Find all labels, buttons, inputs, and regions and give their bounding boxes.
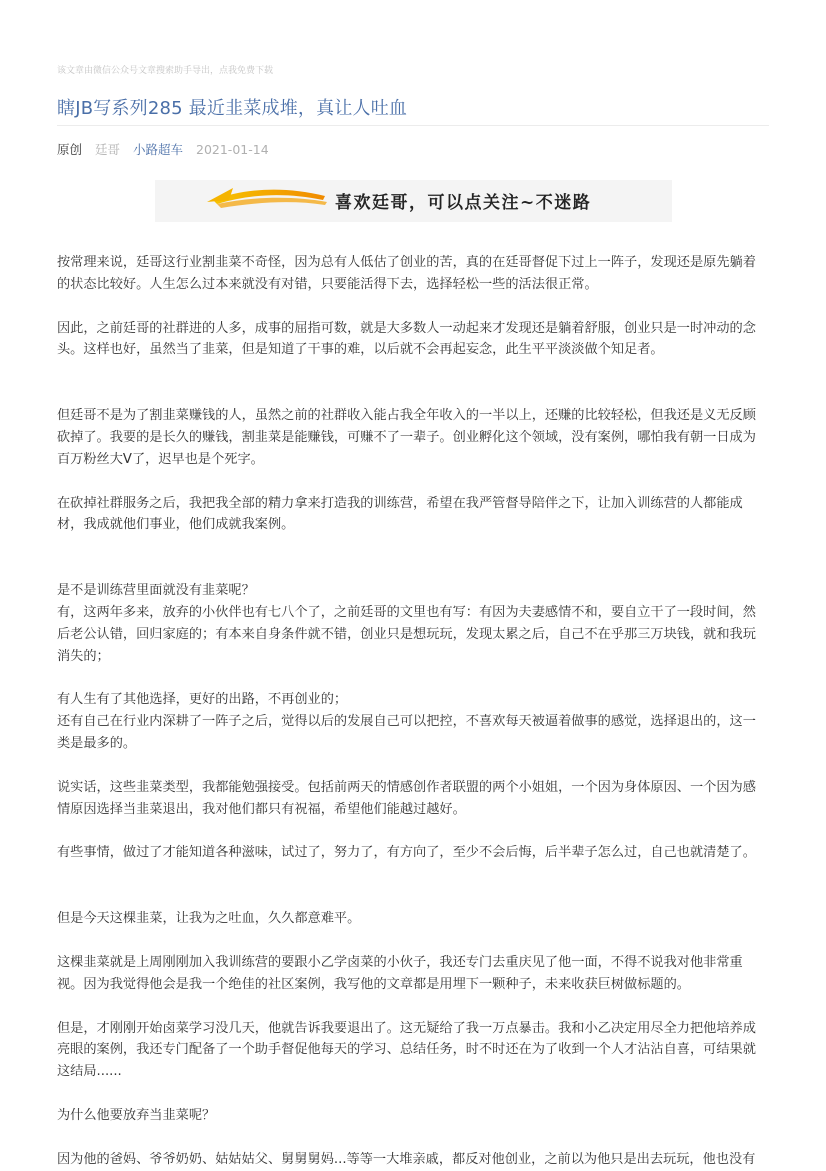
paragraph: 说实话，这些韭菜类型，我都能勉强接受。包括前两天的情感创作者联盟的两个小姐姐，一个因为身体原因、一个因为感情原因选择当韭菜退出，我对他们都只有祝福，希望他们能越过越好。 xyxy=(57,779,756,817)
account-link[interactable]: 小路超车 xyxy=(133,142,184,157)
banner-text: 喜欢廷哥，可以点关注~不迷路 xyxy=(335,193,592,213)
title-divider xyxy=(57,125,769,126)
paragraph: 在砍掉社群服务之后，我把我全部的精力拿来打造我的训练营，希望在我严管督导陪伴之下，让加入训练营的人都能成材，我成就他们事业，他们成就我案例。 xyxy=(57,495,743,533)
paragraph: 按常理来说，廷哥这行业割韭菜不奇怪，因为总有人低估了创业的苦，真的在廷哥督促下过上一阵子，发现还是原先躺着的状态比较好。人生怎么过本来就没有对错，只要能活得下去，选择轻松一些的活法很正常。 xyxy=(57,255,756,292)
paragraph: 因此，之前廷哥的社群进的人多，成事的屈指可数，就是大多数人一动起来才发现还是躺着舒服，创业只是一时冲动的念头。这样也好，虽然当了韭菜，但是知道了干事的难，以后就不会再起妄念，此生平平淡淡做个知足者。 xyxy=(57,320,756,358)
paragraph: 但廷哥不是为了割韭菜赚钱的人，虽然之前的社群收入能占我全年收入的一半以上，还赚的比较轻松，但我还是义无反顾砍掉了。我要的是长久的赚钱，割韭菜是能赚钱，可赚不了一辈子。创业孵化这个领域，没有案例，哪怕我有朝一日成为百万粉丝大V了，迟早也是个死字。 xyxy=(57,408,756,467)
follow-banner xyxy=(155,180,672,222)
article-title: 瞎JB写系列285 最近韭菜成堆，真让人吐血 xyxy=(57,98,408,119)
paragraph: 这棵韭菜就是上周刚刚加入我训练营的要跟小乙学卤菜的小伙子，我还专门去重庆见了他一面，不得不说我对他非常重视。因为我觉得他会是我一个绝佳的社区案例，我写他的文章都是用埋下一颗种子，未来收获巨树做标题的。 xyxy=(57,954,743,992)
paragraph: 为什么他要放弃当韭菜呢？ xyxy=(57,1107,216,1123)
article-body xyxy=(57,252,769,1171)
publish-date: 2021-01-14 xyxy=(196,142,269,157)
original-tag: 原创 xyxy=(57,142,83,157)
paragraph: 有些事情，做过了才能知道各种滋味，试过了，努力了，有方向了，至少不会后悔，后半辈子怎么过，自己也就清楚了。 xyxy=(57,845,756,861)
paragraph: 有人生有了其他选择，更好的出路，不再创业的； xyxy=(57,692,348,708)
paragraph: 但是今天这棵韭菜，让我为之吐血，久久都意难平。 xyxy=(57,911,361,927)
paragraph: 但是，才刚刚开始卤菜学习没几天，他就告诉我要退出了。这无疑给了我一万点暴击。我和小乙决定用尽全力把他培养成亮眼的案例，我还专门配备了一个助手督促他每天的学习、总结任务，时不时还在为了收到一个人才沾沾自喜，可结果就这结局...... xyxy=(57,1020,756,1080)
paragraph: 因为他的爸妈、爷爷奶奶、姑姑姑父、舅舅舅妈...等等一大堆亲戚，都反对他创业，之前以为他只是出去玩玩，他也没有 xyxy=(57,1151,756,1167)
paragraph: 有，这两年多来，放弃的小伙伴也有七八个了，之前廷哥的文里也有写：有因为夫妻感情不和，要自立干了一段时间，然后老公认错，回归家庭的；有本来自身条件就不错，创业只是想玩玩，发现太累之后，自己不在乎那三万块钱，就和我玩消失的； xyxy=(57,604,756,664)
export-note-link[interactable]: 该文章由微信公众号文章搜索助手导出，点我免费下载 xyxy=(57,66,274,76)
author-name: 廷哥 xyxy=(95,142,121,157)
paragraph: 是不是训练营里面就没有韭菜呢？ xyxy=(57,583,255,599)
paragraph: 还有自己在行业内深耕了一阵子之后，觉得以后的发展自己可以把控，不喜欢每天被逼着做事的感觉，选择退出的，这一类是最多的。 xyxy=(57,714,756,751)
article-meta xyxy=(57,140,278,158)
